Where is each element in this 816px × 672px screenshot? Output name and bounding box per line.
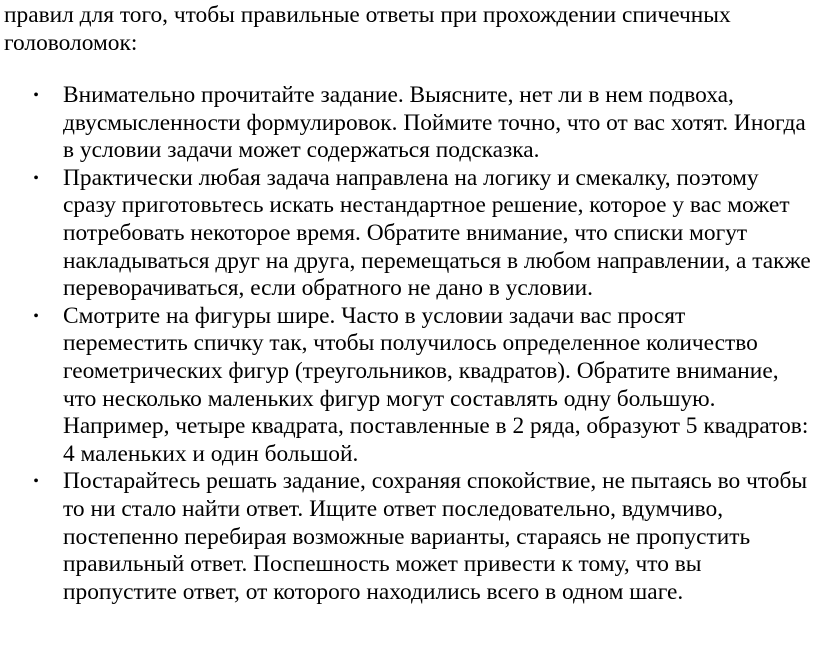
list-item — [0, 468, 816, 606]
list-item-text: Смотрите на фигуры шире. Часто в условии задачи вас просят переместить спичку так, чтобы получилось определенное количество геометрических фигур (треугольников, квадратов). Обратите внимание, что несколько маленьких фигур могут составлять одну большую. Например, четыре квадрата, поставленные в 2 ряда, образуют 5 квадратов: 4 маленьких и один большой. — [63, 302, 809, 467]
list-item — [0, 82, 816, 165]
list-item-text: Внимательно прочитайте задание. Выясните, нет ли в нем подвоха, двусмысленности формулировок. Поймите точно, что от вас хотят. Иногда в условии задачи может содержаться подсказка. — [63, 82, 806, 164]
list-item — [0, 165, 816, 303]
list-item-text: Постарайтесь решать задание, сохраняя спокойствие, не пытаясь во чтобы то ни стало найти ответ. Ищите ответ последовательно, вдумчиво, постепенно перебирая возможные варианты, стараясь не пропустить правильный ответ. Поспешность может привести к тому, что вы пропустите ответ, от которого находились всего в одном шаге. — [63, 468, 808, 605]
bullet-icon: • — [33, 87, 39, 104]
bullet-icon: • — [33, 169, 39, 187]
list-item-text: Практически любая задача направлена на логику и смекалку, поэтому сразу приготовьтесь искать нестандартное решение, которое у вас может потребовать некоторое время. Обратите внимание, что списки могут накладываться друг на друга, перемещаться в любом направлении, а также переворачиваться, если обратного не дано в условии. — [63, 164, 811, 302]
bullet-icon: • — [33, 473, 39, 491]
rules-list — [0, 82, 816, 606]
intro-paragraph: правил для того, чтобы правильные ответы при прохождении спичечных головоломок: — [4, 2, 731, 56]
bullet-icon: • — [33, 307, 39, 325]
list-item — [0, 303, 816, 469]
